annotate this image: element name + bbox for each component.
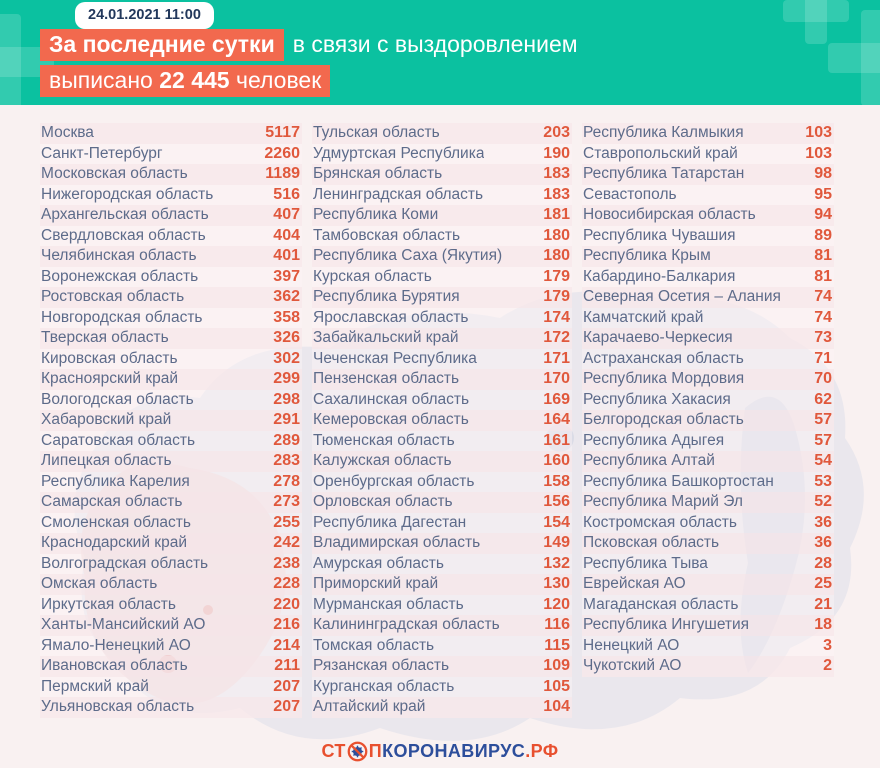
region-name: Псковская область <box>583 534 720 552</box>
region-row <box>40 431 302 452</box>
region-value: 36 <box>814 513 832 531</box>
region-name: Ямало-Ненецкий АО <box>41 636 191 654</box>
region-row <box>40 123 302 144</box>
region-row <box>40 369 302 390</box>
region-name: Белгородская область <box>583 411 744 429</box>
region-name: Челябинская область <box>41 247 197 265</box>
region-value: 120 <box>543 595 570 613</box>
region-row <box>582 431 834 452</box>
region-row <box>40 185 302 206</box>
region-row <box>312 349 572 370</box>
region-name: Самарская область <box>41 493 183 511</box>
region-name: Республика Чувашия <box>583 226 736 244</box>
region-name: Пензенская область <box>313 370 460 388</box>
region-value: 115 <box>544 636 570 654</box>
region-row <box>312 472 572 493</box>
region-value: 103 <box>805 124 832 142</box>
timestamp-badge: 24.01.2021 11:00 <box>75 2 214 29</box>
region-value: 180 <box>543 247 570 265</box>
region-name: Вологодская область <box>41 390 194 408</box>
region-name: Воронежская область <box>41 267 199 285</box>
region-row <box>582 328 834 349</box>
region-name: Орловская область <box>313 493 453 511</box>
region-row <box>582 246 834 267</box>
region-name: Нижегородская область <box>41 185 214 203</box>
region-name: Красноярский край <box>41 370 179 388</box>
region-name: Ленинградская область <box>313 185 484 203</box>
region-row <box>40 349 302 370</box>
region-name: Республика Саха (Якутия) <box>313 247 503 265</box>
region-name: Омская область <box>41 575 158 593</box>
region-row <box>312 369 572 390</box>
region-name: Алтайский край <box>313 698 426 716</box>
region-name: Иркутская область <box>41 595 176 613</box>
region-name: Санкт-Петербург <box>41 144 163 162</box>
region-name: Республика Ингушетия <box>583 616 750 634</box>
region-name: Новосибирская область <box>583 206 756 224</box>
region-name: Ставропольский край <box>583 144 738 162</box>
region-row <box>40 287 302 308</box>
region-name: Тверская область <box>41 329 169 347</box>
region-value: 404 <box>273 226 300 244</box>
region-name: Республика Хакасия <box>583 390 731 408</box>
region-value: 116 <box>544 616 570 634</box>
region-name: Республика Бурятия <box>313 288 460 306</box>
region-name: Чеченская Республика <box>313 349 477 367</box>
region-value: 2 <box>823 657 832 675</box>
region-value: 302 <box>273 349 300 367</box>
region-name: Тюменская область <box>313 431 455 449</box>
region-value: 81 <box>814 247 832 265</box>
region-name: Республика Карелия <box>41 472 190 490</box>
region-name: Курская область <box>313 267 432 285</box>
region-name: Еврейская АО <box>583 575 686 593</box>
region-name: Ярославская область <box>313 308 469 326</box>
region-row <box>40 410 302 431</box>
region-name: Севастополь <box>583 185 677 203</box>
footer <box>0 741 880 762</box>
region-row <box>40 636 302 657</box>
region-value: 298 <box>273 390 300 408</box>
region-name: Москва <box>41 124 94 142</box>
region-name: Курганская область <box>313 677 455 695</box>
region-name: Калужская область <box>313 452 452 470</box>
logo-text-koronavirus: КОРОНАВИРУС <box>382 741 526 761</box>
region-row <box>40 267 302 288</box>
region-value: 164 <box>543 411 570 429</box>
region-name: Владимирская область <box>313 534 481 552</box>
region-row <box>40 513 302 534</box>
region-value: 255 <box>273 513 300 531</box>
region-row <box>312 451 572 472</box>
region-row <box>312 164 572 185</box>
region-value: 190 <box>543 144 570 162</box>
headline-line1 <box>40 29 578 61</box>
region-name: Забайкальский край <box>313 329 459 347</box>
region-value: 516 <box>273 185 300 203</box>
region-value: 28 <box>814 554 832 572</box>
region-name: Магаданская область <box>583 595 739 613</box>
region-value: 70 <box>814 370 832 388</box>
region-value: 154 <box>543 513 570 531</box>
region-value: 216 <box>273 616 300 634</box>
region-row <box>40 472 302 493</box>
headline-line2 <box>40 65 330 97</box>
region-value: 273 <box>273 493 300 511</box>
region-name: Московская область <box>41 165 188 183</box>
region-name: Новгородская область <box>41 308 203 326</box>
region-name: Тульская область <box>313 124 440 142</box>
region-name: Республика Алтай <box>583 452 715 470</box>
region-value: 25 <box>814 575 832 593</box>
region-row <box>582 226 834 247</box>
region-row <box>312 390 572 411</box>
region-value: 71 <box>814 349 832 367</box>
region-name: Чукотский АО <box>583 657 682 675</box>
region-row <box>312 185 572 206</box>
region-row <box>312 492 572 513</box>
region-name: Республика Тыва <box>583 554 708 572</box>
region-value: 180 <box>543 226 570 244</box>
region-row <box>312 677 572 698</box>
region-value: 52 <box>814 493 832 511</box>
region-value: 172 <box>543 329 570 347</box>
region-row <box>312 431 572 452</box>
region-name: Ульяновская область <box>41 698 195 716</box>
region-row <box>582 144 834 165</box>
region-value: 3 <box>823 636 832 654</box>
region-name: Тамбовская область <box>313 226 461 244</box>
region-row <box>582 185 834 206</box>
region-value: 181 <box>543 206 570 224</box>
region-name: Кабардино-Балкария <box>583 267 736 285</box>
region-value: 207 <box>273 677 300 695</box>
region-row <box>582 205 834 226</box>
region-row <box>312 554 572 575</box>
region-value: 36 <box>814 534 832 552</box>
region-value: 207 <box>273 698 300 716</box>
region-row <box>312 574 572 595</box>
region-value: 326 <box>273 329 300 347</box>
region-value: 57 <box>814 431 832 449</box>
region-value: 161 <box>543 431 570 449</box>
region-row <box>582 451 834 472</box>
region-name: Кемеровская область <box>313 411 469 429</box>
region-row <box>40 697 302 718</box>
region-value: 94 <box>814 206 832 224</box>
region-value: 109 <box>543 657 570 675</box>
region-value: 183 <box>543 165 570 183</box>
region-value: 242 <box>273 534 300 552</box>
region-value: 95 <box>814 185 832 203</box>
region-row <box>312 123 572 144</box>
region-value: 74 <box>814 308 832 326</box>
region-row <box>40 451 302 472</box>
region-name: Смоленская область <box>41 513 191 531</box>
region-row <box>582 615 834 636</box>
region-value: 104 <box>543 698 570 716</box>
region-value: 105 <box>543 677 570 695</box>
region-name: Республика Дагестан <box>313 513 467 531</box>
discharged-prefix: выписано <box>49 67 160 93</box>
region-value: 174 <box>543 308 570 326</box>
region-name: Костромская область <box>583 513 737 531</box>
region-value: 2260 <box>264 144 300 162</box>
region-value: 89 <box>814 226 832 244</box>
discharged-total: 22 445 <box>159 67 230 93</box>
region-value: 62 <box>814 390 832 408</box>
region-name: Республика Марий Эл <box>583 493 743 511</box>
region-value: 54 <box>814 452 832 470</box>
region-name: Пермский край <box>41 677 149 695</box>
region-row <box>312 267 572 288</box>
region-row <box>312 328 572 349</box>
region-row <box>582 554 834 575</box>
region-name: Кировская область <box>41 349 178 367</box>
region-name: Северная Осетия – Алания <box>583 288 781 306</box>
region-value: 299 <box>273 370 300 388</box>
region-name: Республика Крым <box>583 247 711 265</box>
region-value: 132 <box>543 554 570 572</box>
region-value: 5117 <box>265 124 300 142</box>
region-row <box>582 472 834 493</box>
region-row <box>582 656 834 677</box>
region-value: 149 <box>543 534 570 552</box>
region-row <box>582 390 834 411</box>
region-value: 401 <box>273 247 300 265</box>
region-value: 98 <box>814 165 832 183</box>
region-name: Республика Калмыкия <box>583 124 744 142</box>
region-value: 57 <box>814 411 832 429</box>
region-name: Саратовская область <box>41 431 196 449</box>
region-value: 289 <box>273 431 300 449</box>
region-value: 238 <box>273 554 300 572</box>
headline-rest: в связи с выздоровлением <box>292 31 578 57</box>
region-value: 21 <box>814 595 832 613</box>
region-row <box>582 369 834 390</box>
logo-text-st: СТ <box>321 741 346 761</box>
region-value: 214 <box>273 636 300 654</box>
stopcoronavirus-logo <box>321 741 558 762</box>
region-name: Амурская область <box>313 554 444 572</box>
logo-text-p: П <box>368 741 383 761</box>
region-row <box>40 492 302 513</box>
region-row <box>40 308 302 329</box>
region-row <box>582 533 834 554</box>
region-row <box>582 513 834 534</box>
region-row <box>40 246 302 267</box>
region-value: 103 <box>805 144 832 162</box>
region-name: Ростовская область <box>41 288 185 306</box>
region-name: Брянская область <box>313 165 443 183</box>
virus-prohibition-icon <box>347 741 368 762</box>
region-name: Республика Адыгея <box>583 431 725 449</box>
region-name: Камчатский край <box>583 308 704 326</box>
region-value: 278 <box>273 472 300 490</box>
region-value: 291 <box>273 411 300 429</box>
region-value: 179 <box>543 267 570 285</box>
region-value: 397 <box>273 267 300 285</box>
region-row <box>40 226 302 247</box>
plus-decoration-icon <box>828 10 880 105</box>
region-name: Приморский край <box>313 575 439 593</box>
region-name: Оренбургская область <box>313 472 475 490</box>
region-name: Удмуртская Республика <box>313 144 485 162</box>
region-row <box>312 410 572 431</box>
region-name: Липецкая область <box>41 452 172 470</box>
region-name: Архангельская область <box>41 206 209 224</box>
region-name: Астраханская область <box>583 349 744 367</box>
region-column-3 <box>582 123 834 718</box>
region-column-1 <box>40 123 302 718</box>
region-row <box>40 164 302 185</box>
region-row <box>40 328 302 349</box>
region-name: Республика Татарстан <box>583 165 745 183</box>
region-name: Рязанская область <box>313 657 450 675</box>
region-row <box>582 492 834 513</box>
region-row <box>582 595 834 616</box>
region-row <box>312 636 572 657</box>
region-row <box>582 308 834 329</box>
region-row <box>312 246 572 267</box>
region-row <box>312 144 572 165</box>
region-value: 283 <box>273 452 300 470</box>
region-row <box>582 349 834 370</box>
region-row <box>40 656 302 677</box>
region-row <box>312 287 572 308</box>
region-value: 171 <box>543 349 570 367</box>
discharged-suffix: человек <box>229 67 322 93</box>
headline-highlight: За последние сутки <box>49 31 275 57</box>
region-value: 81 <box>814 267 832 285</box>
region-row <box>582 164 834 185</box>
region-row <box>582 410 834 431</box>
region-name: Томская область <box>313 636 435 654</box>
region-name: Мурманская область <box>313 595 464 613</box>
region-row <box>312 205 572 226</box>
region-value: 169 <box>543 390 570 408</box>
region-value: 228 <box>273 575 300 593</box>
region-row <box>582 123 834 144</box>
region-row <box>582 267 834 288</box>
region-row <box>582 287 834 308</box>
region-name: Республика Мордовия <box>583 370 745 388</box>
region-row <box>312 226 572 247</box>
region-name: Свердловская область <box>41 226 206 244</box>
region-value: 220 <box>273 595 300 613</box>
region-row <box>40 677 302 698</box>
region-row <box>312 513 572 534</box>
region-value: 183 <box>543 185 570 203</box>
region-row <box>312 697 572 718</box>
region-row <box>312 533 572 554</box>
region-name: Карачаево-Черкесия <box>583 329 733 347</box>
region-row <box>312 615 572 636</box>
region-row <box>582 636 834 657</box>
region-name: Республика Башкортостан <box>583 472 774 490</box>
region-value: 160 <box>543 452 570 470</box>
region-row <box>40 595 302 616</box>
region-row <box>312 656 572 677</box>
region-row <box>40 574 302 595</box>
region-name: Сахалинская область <box>313 390 470 408</box>
region-row <box>312 308 572 329</box>
header-banner <box>0 0 880 105</box>
region-row <box>40 144 302 165</box>
region-value: 179 <box>543 288 570 306</box>
region-value: 158 <box>543 472 570 490</box>
region-value: 211 <box>274 657 300 675</box>
region-name: Ханты-Мансийский АО <box>41 616 206 634</box>
region-row <box>40 554 302 575</box>
region-value: 74 <box>814 288 832 306</box>
region-row <box>40 205 302 226</box>
region-value: 53 <box>814 472 832 490</box>
region-value: 130 <box>543 575 570 593</box>
region-row <box>582 574 834 595</box>
region-row <box>40 615 302 636</box>
region-value: 1189 <box>265 165 300 183</box>
region-value: 362 <box>273 288 300 306</box>
region-value: 18 <box>814 616 832 634</box>
region-name: Ненецкий АО <box>583 636 680 654</box>
region-row <box>40 390 302 411</box>
region-row <box>40 533 302 554</box>
region-name: Краснодарский край <box>41 534 187 552</box>
regions-table <box>0 123 880 718</box>
region-value: 358 <box>273 308 300 326</box>
region-name: Волгоградская область <box>41 554 209 572</box>
region-value: 73 <box>814 329 832 347</box>
region-name: Калининградская область <box>313 616 500 634</box>
region-name: Хабаровский край <box>41 411 172 429</box>
region-value: 407 <box>273 206 300 224</box>
region-value: 156 <box>543 493 570 511</box>
region-value: 203 <box>543 124 570 142</box>
region-value: 170 <box>543 370 570 388</box>
logo-text-rf: .РФ <box>525 741 559 761</box>
region-name: Ивановская область <box>41 657 188 675</box>
region-column-2 <box>312 123 572 718</box>
region-name: Республика Коми <box>313 206 439 224</box>
region-row <box>312 595 572 616</box>
